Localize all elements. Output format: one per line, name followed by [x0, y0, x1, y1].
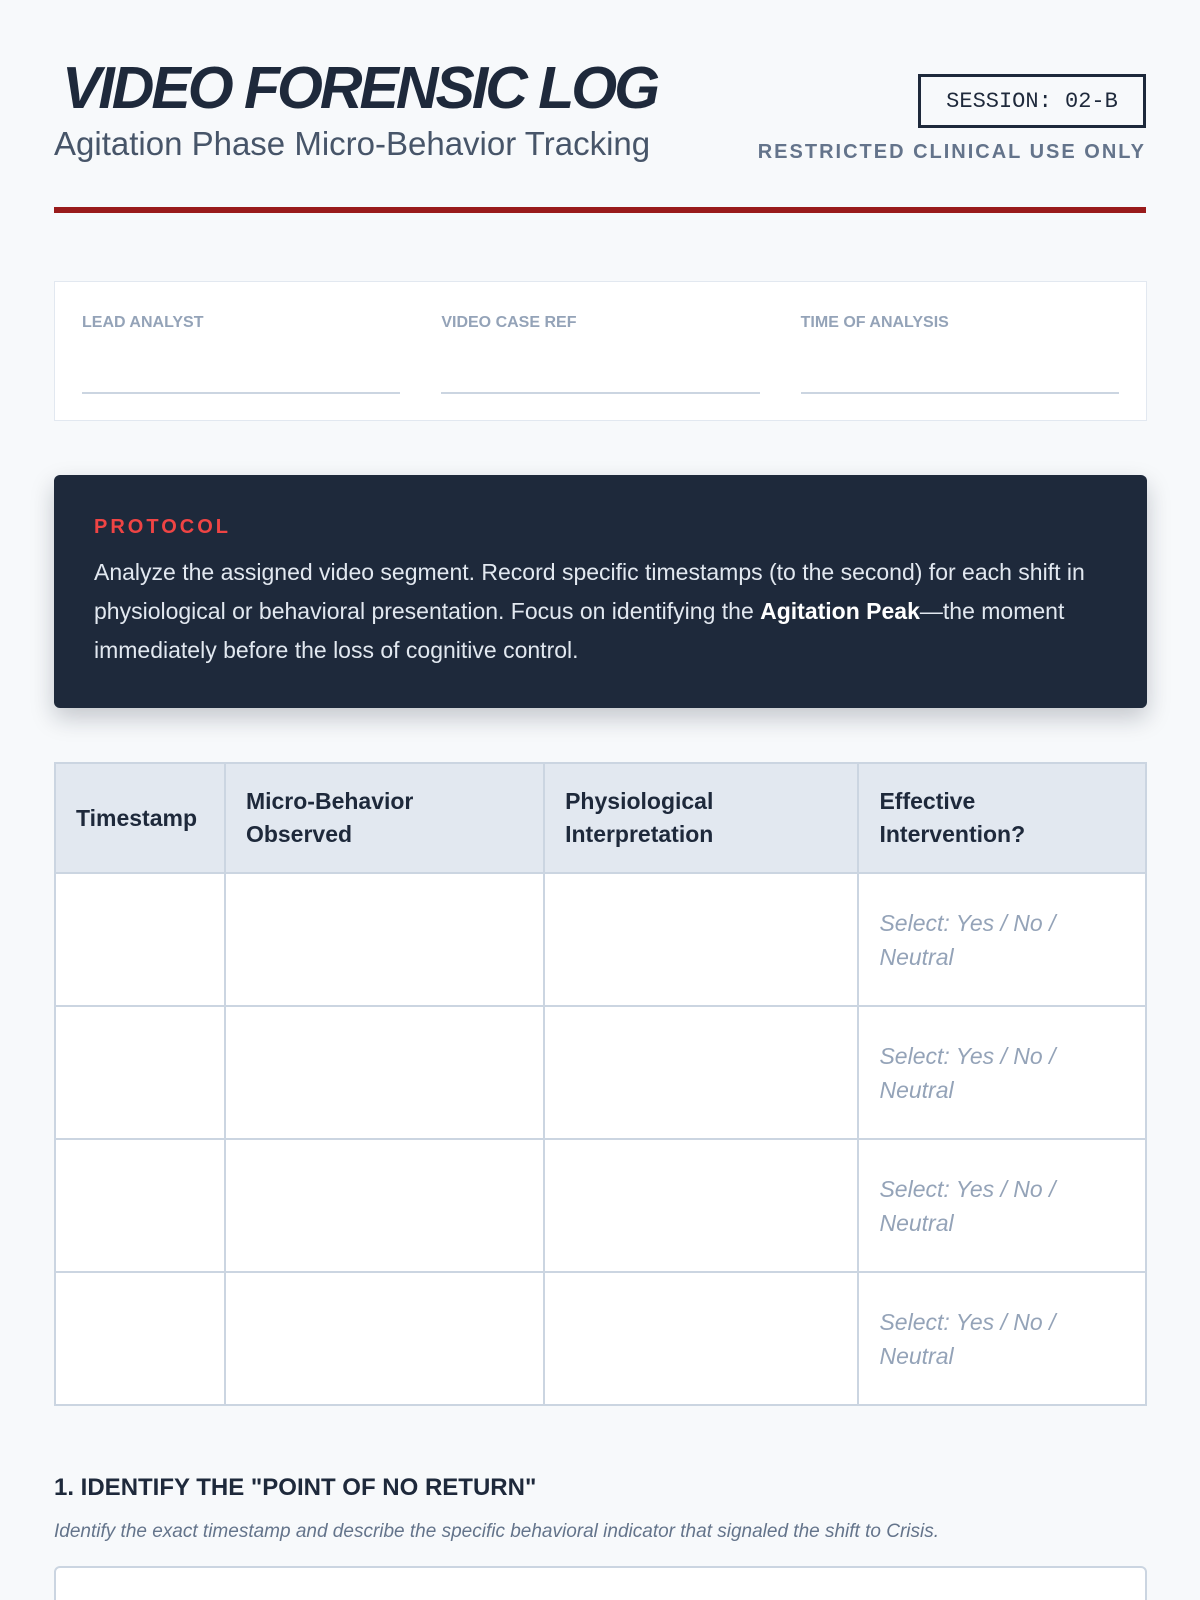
header-micro-behavior: Micro-Behavior Observed: [225, 763, 544, 873]
protocol-text-before: Analyze the assigned video segment. Record specific timestamps (to the second) for each shift in physiological or behavioral presentation. Focus on identifying the: [94, 559, 1085, 624]
intervention-select-placeholder[interactable]: Select: Yes / No / Neutral: [879, 909, 1056, 970]
intervention-select-placeholder[interactable]: Select: Yes / No / Neutral: [879, 1175, 1056, 1236]
page-title: VIDEO FORENSIC LOG: [62, 55, 658, 121]
lead-analyst-input-line[interactable]: [82, 392, 400, 394]
time-of-analysis-field[interactable]: [801, 312, 1119, 420]
table-row: [55, 1139, 1146, 1272]
time-of-analysis-label: TIME OF ANALYSIS: [800, 314, 949, 331]
protocol-label: PROTOCOL: [94, 516, 231, 538]
section-1-description: Identify the exact timestamp and describe the specific behavioral indicator that signaled the shift to Crisis.: [54, 1521, 940, 1542]
timestamp-cell[interactable]: [55, 1272, 225, 1405]
behavior-cell[interactable]: [225, 873, 544, 1006]
timestamp-cell[interactable]: [55, 873, 225, 1006]
video-case-ref-label: VIDEO CASE REF: [441, 314, 577, 331]
interpretation-cell[interactable]: [544, 1272, 858, 1405]
behavior-cell[interactable]: [225, 1139, 544, 1272]
timestamp-cell[interactable]: [55, 1006, 225, 1139]
header-divider: [54, 207, 1146, 213]
page-header: [54, 0, 1146, 216]
header-timestamp: Timestamp: [55, 763, 225, 873]
lead-analyst-field[interactable]: [82, 312, 400, 420]
behavior-log-table: [54, 762, 1147, 1406]
case-meta-panel: [54, 281, 1147, 421]
video-case-ref-input-line[interactable]: [441, 392, 759, 394]
table-row: [55, 873, 1146, 1006]
intervention-cell[interactable]: [858, 1006, 1146, 1139]
table-header-row: [55, 763, 1146, 873]
restricted-notice: RESTRICTED CLINICAL USE ONLY: [757, 141, 1146, 163]
header-effective-intervention: Effective Intervention?: [858, 763, 1146, 873]
timestamp-cell[interactable]: [55, 1139, 225, 1272]
protocol-text: [94, 553, 1107, 670]
section-1-title: 1. IDENTIFY THE "POINT OF NO RETURN": [54, 1474, 537, 1501]
intervention-cell[interactable]: [858, 1272, 1146, 1405]
header-physiological-interpretation: Physiological Interpretation: [544, 763, 858, 873]
interpretation-cell[interactable]: [544, 1139, 858, 1272]
protocol-emphasis: Agitation Peak: [760, 598, 920, 624]
interpretation-cell[interactable]: [544, 873, 858, 1006]
time-of-analysis-input-line[interactable]: [801, 392, 1119, 394]
session-badge: SESSION: 02-B: [918, 74, 1146, 128]
protocol-panel: [54, 475, 1147, 708]
intervention-select-placeholder[interactable]: Select: Yes / No / Neutral: [879, 1042, 1056, 1103]
lead-analyst-label: LEAD ANALYST: [82, 314, 204, 331]
behavior-cell[interactable]: [225, 1272, 544, 1405]
table-row: [55, 1006, 1146, 1139]
interpretation-cell[interactable]: [544, 1006, 858, 1139]
section-1-answer-box[interactable]: [54, 1566, 1147, 1600]
intervention-cell[interactable]: [858, 1139, 1146, 1272]
page-subtitle: Agitation Phase Micro-Behavior Tracking: [54, 125, 651, 162]
behavior-cell[interactable]: [225, 1006, 544, 1139]
video-case-ref-field[interactable]: [441, 312, 759, 420]
intervention-select-placeholder[interactable]: Select: Yes / No / Neutral: [879, 1308, 1056, 1369]
intervention-cell[interactable]: [858, 873, 1146, 1006]
protocol-text-after: —the moment immediately before the loss of cognitive control.: [94, 598, 1065, 663]
table-row: [55, 1272, 1146, 1405]
